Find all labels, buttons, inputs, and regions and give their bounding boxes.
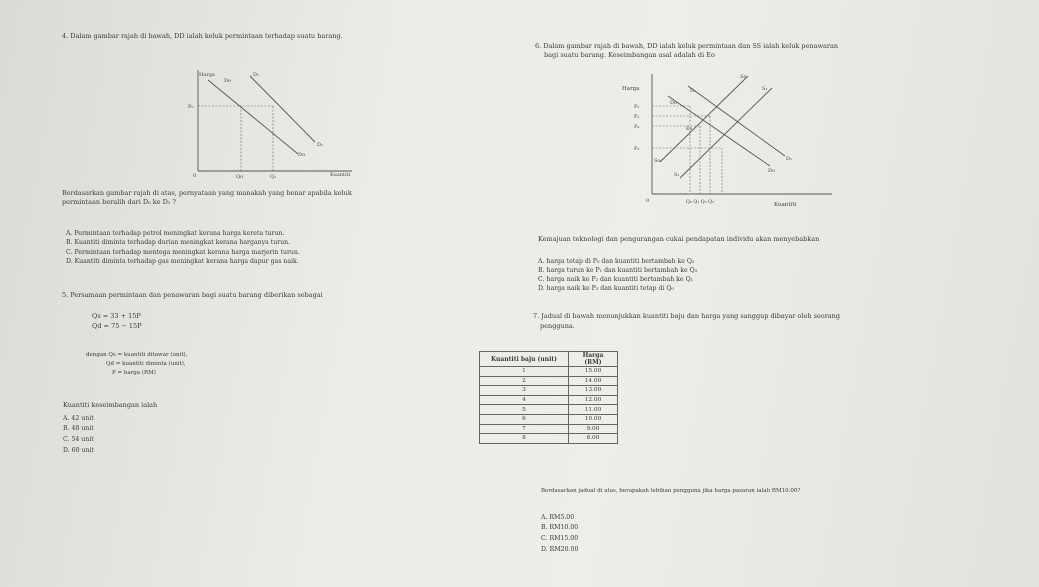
q6-d0-bottom-label: Do: [768, 168, 776, 174]
q4-stem: 4. Dalam gambar rajah di bawah, DD ialah keluk permintaan terhadap suatu barang.: [62, 32, 343, 40]
q5-definition-p: P = harga (RM): [112, 370, 156, 376]
q5-definition-qs: dengan Qs = kuantiti ditawar (unit),: [86, 352, 188, 358]
q6-s0-top-label: So: [740, 74, 747, 80]
q7-option-a: A. RM5.00: [541, 514, 575, 521]
q6-market-graph: [610, 66, 840, 216]
q7-cell-price: 15.00: [569, 367, 618, 377]
q7-cell-quantity: 2: [480, 376, 569, 386]
q6-s1-curve: [680, 88, 772, 178]
q5-equation-demand: Qd = 75 − 15P: [92, 322, 142, 330]
q4-d1-bottom-label: D₁: [317, 142, 324, 148]
table-row: [480, 414, 618, 424]
q4-option-a: A. Permintaan terhadap petrol meningkat kerana harga kereta turun.: [66, 230, 285, 237]
q7-option-b: B. RM10.00: [541, 524, 579, 531]
q4-d0-top-label: Do: [224, 78, 232, 84]
q4-option-b: B. Kuantiti diminta terhadap durian meningkat kerana harganya turun.: [66, 239, 291, 246]
table-row: [480, 376, 618, 386]
q7-cell-quantity: 8: [480, 434, 569, 444]
q6-origin-label: 0: [646, 198, 650, 204]
q7-question: Berdasarkan jadual di atas, berapakah lebihan pengguna jika harga pasaran ialah RM10.00?: [541, 488, 801, 494]
q7-cell-quantity: 3: [480, 386, 569, 396]
q7-stem-line1: 7. Jadual di bawah menunjukkan kuantiti baju dan harga yang sanggup dibayar oleh seorang: [533, 312, 841, 320]
q6-x-axis-label: Kuantiti: [774, 202, 797, 208]
q7-cell-quantity: 6: [480, 414, 569, 424]
q6-eo-label: Eo: [686, 127, 693, 132]
q6-question: Kemajuan teknologi dan pengurangan cukai pendapatan individu akan menyebabkan: [538, 235, 820, 243]
table-row: [480, 434, 618, 444]
q7-option-d: D. RM20.00: [541, 546, 579, 553]
q6-s0-bottom-label: So: [654, 158, 661, 164]
q6-d1-bottom-label: D₁: [786, 156, 793, 162]
q7-cell-quantity: 5: [480, 405, 569, 415]
q6-stem-line1: 6. Dalam gambar rajah di bawah, DD ialah keluk permintaan dan SS ialah keluk penawaran: [535, 42, 839, 50]
q5-equation-supply: Qs = 33 + 15P: [92, 312, 141, 320]
q4-q1-label: Q₁: [270, 174, 277, 180]
q6-p0-label: P₀: [634, 124, 640, 130]
q5-stem: 5. Persamaan permintaan dan penawaran bagi suatu barang diberikan sebagai: [62, 291, 323, 299]
table-row: [480, 405, 618, 415]
q7-stem-line2: pengguna.: [540, 322, 575, 330]
q6-p1-label: P₁: [634, 114, 640, 120]
q7-cell-price: 13.00: [569, 386, 618, 396]
q6-s0-curve: [660, 76, 748, 162]
q7-header-quantity: Kuantiti baju (unit): [480, 352, 569, 367]
q5-option-a: A. 42 unit: [63, 415, 94, 422]
q6-option-d: D. harga naik ke P₃ dan kuantiti tetap di Q₀: [538, 285, 674, 292]
q4-question-line1: Berdasarkan gambar rajah di atas, pernyataan yang manakah yang benar apabila keluk: [62, 189, 352, 197]
q6-d1-top-label: D₁: [690, 88, 697, 94]
q4-question-line2: permintaan beralih dari D₀ ke D₁ ?: [62, 198, 176, 206]
q7-cell-price: 14.00: [569, 376, 618, 386]
q7-cell-price: 10.00: [569, 414, 618, 424]
q7-schedule-table: [479, 351, 618, 444]
q4-price-label: P₀: [188, 104, 194, 110]
q5-option-c: C. 54 unit: [63, 436, 94, 443]
q7-header-price: Harga (RM): [569, 352, 618, 367]
q5-option-d: D. 60 unit: [63, 447, 94, 454]
q6-option-b: B. harga turun ke P₁ dan kuantiti bertambah ke Q₃: [538, 267, 698, 274]
q4-y-axis-label: Harga: [199, 72, 215, 78]
table-row: [480, 386, 618, 396]
q6-option-a: A. harga tetap di P₀ dan kuantiti bertambah ke Q₂: [538, 258, 695, 265]
table-row: [480, 395, 618, 405]
q5-question: Kuantiti keseimbangan ialah: [63, 401, 158, 409]
table-row: [480, 367, 618, 377]
q7-option-c: C. RM15.00: [541, 535, 579, 542]
q7-cell-quantity: 4: [480, 395, 569, 405]
q4-x-axis-label: Kuantiti: [330, 172, 351, 178]
q6-stem-line2: bagi suatu barang. Keseimbangan asal adalah di Eo: [544, 51, 715, 59]
q5-option-b: B. 48 unit: [63, 425, 94, 432]
q7-cell-quantity: 7: [480, 424, 569, 434]
q7-cell-price: 8.00: [569, 434, 618, 444]
q6-option-c: C. harga naik ke P₂ dan kuantiti bertambah ke Q₁: [538, 276, 694, 283]
q6-s1-top-label: S₁: [762, 86, 768, 92]
q7-cell-quantity: 1: [480, 367, 569, 377]
q6-d0-curve: [668, 96, 770, 166]
q4-q0-label: Qo: [236, 174, 244, 180]
q6-d0-top-label: Do: [670, 100, 678, 106]
table-row: [480, 424, 618, 434]
q4-demand-graph: [180, 62, 360, 180]
q6-y-axis-label: Harga: [622, 86, 640, 92]
q6-p3-label: P₃: [634, 146, 640, 152]
q6-quantity-labels: Q₀ Q₁ Q₂ Q₃: [686, 200, 714, 205]
q5-definition-qd: Qd = kuantiti diminta (unit),: [106, 361, 186, 367]
q6-s1-bottom-label: S₁: [674, 172, 680, 178]
q4-d0-curve: [208, 80, 298, 154]
q4-d1-top-label: D₁: [253, 72, 260, 78]
q4-option-d: D. Kuantiti diminta terhadap gas meningkat kerana harga dapur gas naik.: [66, 258, 299, 265]
q6-p2-label: P₂: [634, 104, 640, 110]
q7-cell-price: 11.00: [569, 405, 618, 415]
q7-cell-price: 12.00: [569, 395, 618, 405]
q4-d1-curve: [250, 76, 315, 142]
q4-origin-label: 0: [193, 173, 197, 179]
q4-d0-bottom-label: Do: [298, 152, 306, 158]
q4-option-c: C. Permintaan terhadap mentega meningkat kerana harga marjerin turun.: [66, 249, 300, 256]
q7-cell-price: 9.00: [569, 424, 618, 434]
